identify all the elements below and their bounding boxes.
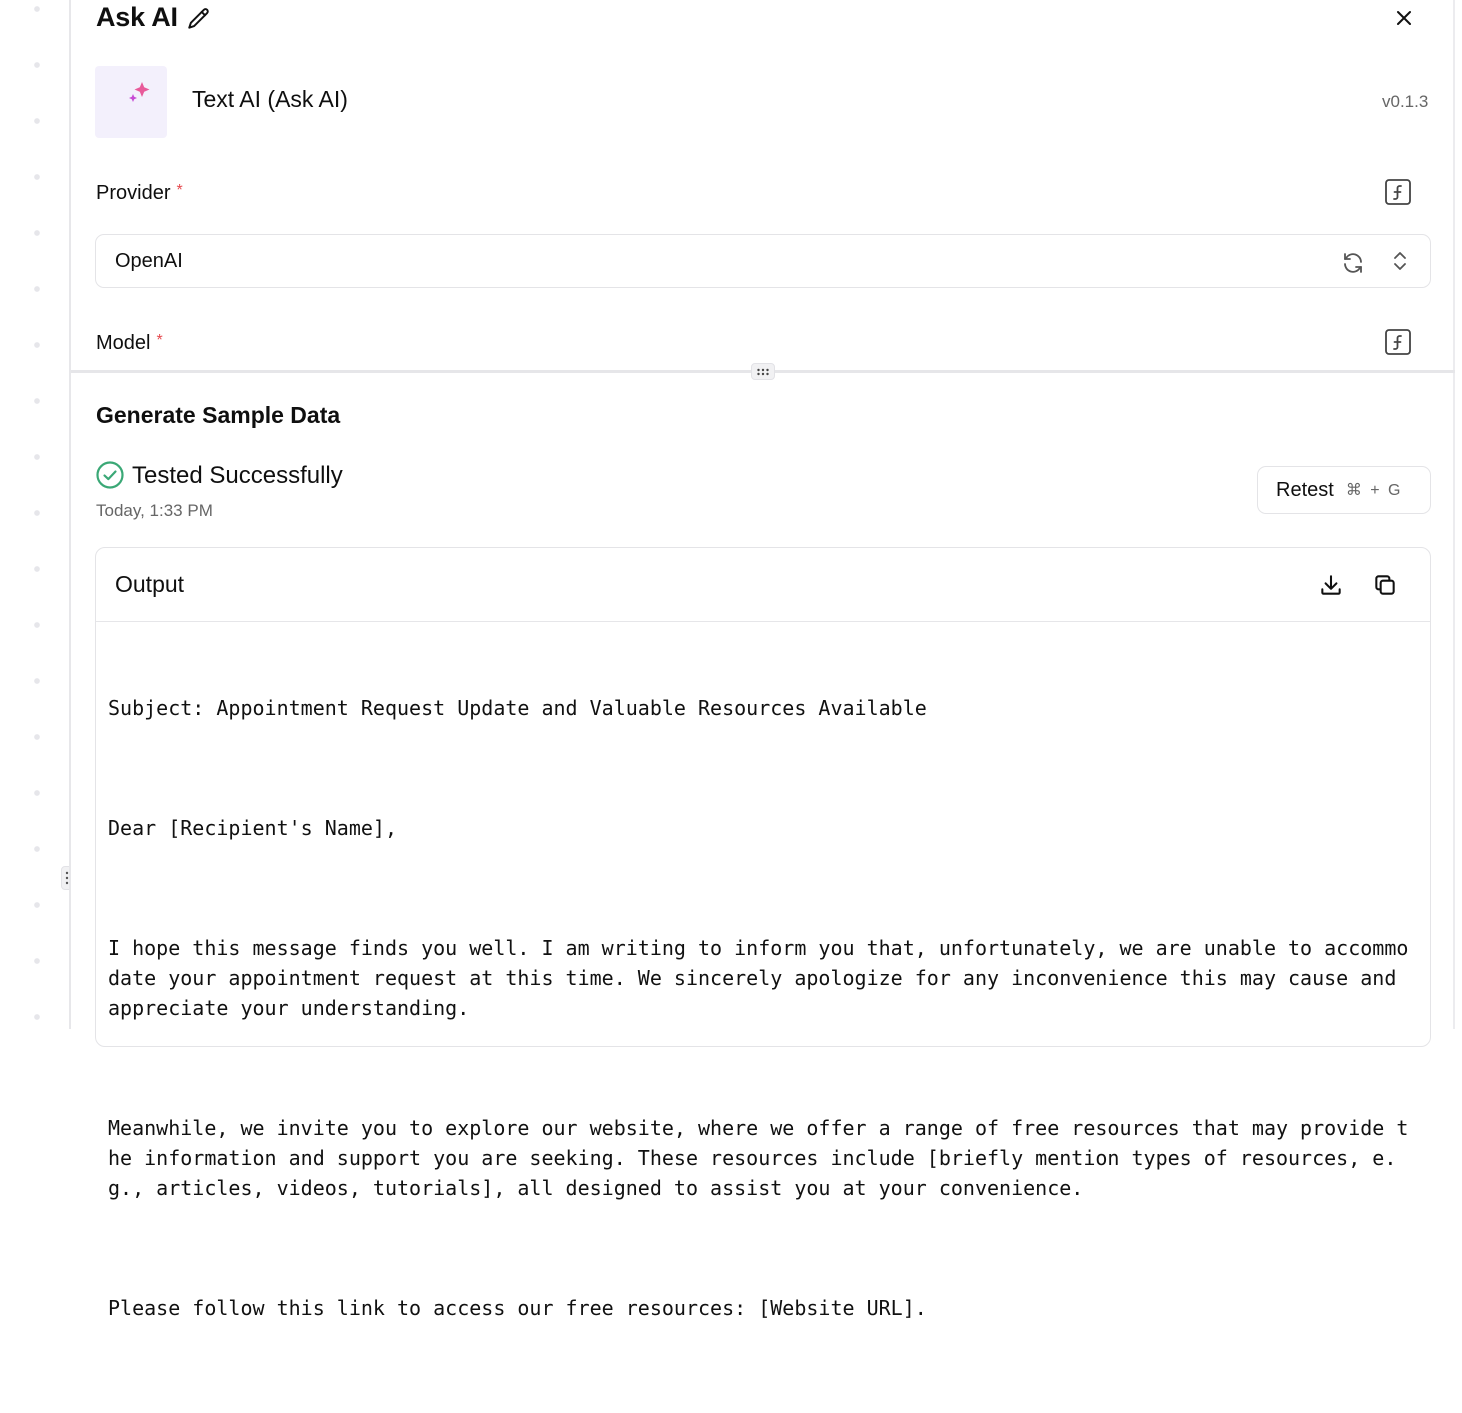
retest-label: Retest: [1276, 478, 1334, 501]
output-paragraph: Subject: Appointment Request Update and Valuable Resources Available: [108, 696, 927, 720]
panel-title: Ask AI: [96, 2, 178, 32]
close-icon[interactable]: [1392, 6, 1416, 30]
output-paragraph: Meanwhile, we invite you to explore our website, where we offer a range of free resources that may provide the information and support you are seeking. These resources include [briefly mention types of resources, e.g., articles, videos, tutorials], all designed to assist you at your convenience.: [108, 1116, 1409, 1200]
retest-shortcut: ⌘ + G: [1345, 482, 1403, 499]
retest-button[interactable]: [1257, 466, 1431, 514]
provider-label: Provider *: [96, 182, 183, 204]
download-icon[interactable]: [1318, 572, 1344, 598]
section-title: Generate Sample Data: [96, 402, 341, 428]
output-panel: [95, 547, 1431, 1320]
provider-select-value: OpenAI: [115, 250, 183, 272]
refresh-icon[interactable]: [1341, 251, 1365, 275]
pencil-icon[interactable]: [186, 6, 212, 32]
model-label: Model *: [96, 332, 163, 354]
test-status-text: Tested Successfully: [132, 462, 343, 489]
output-text: [108, 633, 1412, 1413]
function-icon[interactable]: [1384, 328, 1412, 356]
required-mark: *: [156, 332, 163, 349]
piece-name: Text AI (Ask AI): [192, 86, 348, 112]
output-paragraph: Dear [Recipient's Name],: [108, 816, 397, 840]
provider-select[interactable]: [95, 234, 1431, 288]
function-icon[interactable]: [1384, 178, 1412, 206]
text-ai-sparkle-icon: [95, 66, 167, 138]
required-mark: *: [176, 182, 183, 199]
output-header: [96, 548, 1430, 622]
output-paragraph: I hope this message finds you well. I am writing to inform you that, unfortunately, we are unable to accommodate your appointment request at this time. We sincerely apologize for any inconvenience this may cause and appreciate your understanding.: [108, 936, 1409, 1020]
output-paragraph: Please follow this link to access our free resources: [Website URL].: [108, 1296, 927, 1320]
copy-icon[interactable]: [1372, 572, 1398, 598]
piece-version: v0.1.3: [1382, 92, 1429, 111]
flow-canvas-background: [0, 0, 70, 1029]
section-resize-handle[interactable]: [751, 363, 775, 380]
output-title: Output: [115, 571, 185, 597]
chevrons-up-down-icon[interactable]: [1390, 249, 1410, 273]
test-timestamp: Today, 1:33 PM: [96, 501, 213, 520]
check-circle-icon: [95, 460, 125, 490]
